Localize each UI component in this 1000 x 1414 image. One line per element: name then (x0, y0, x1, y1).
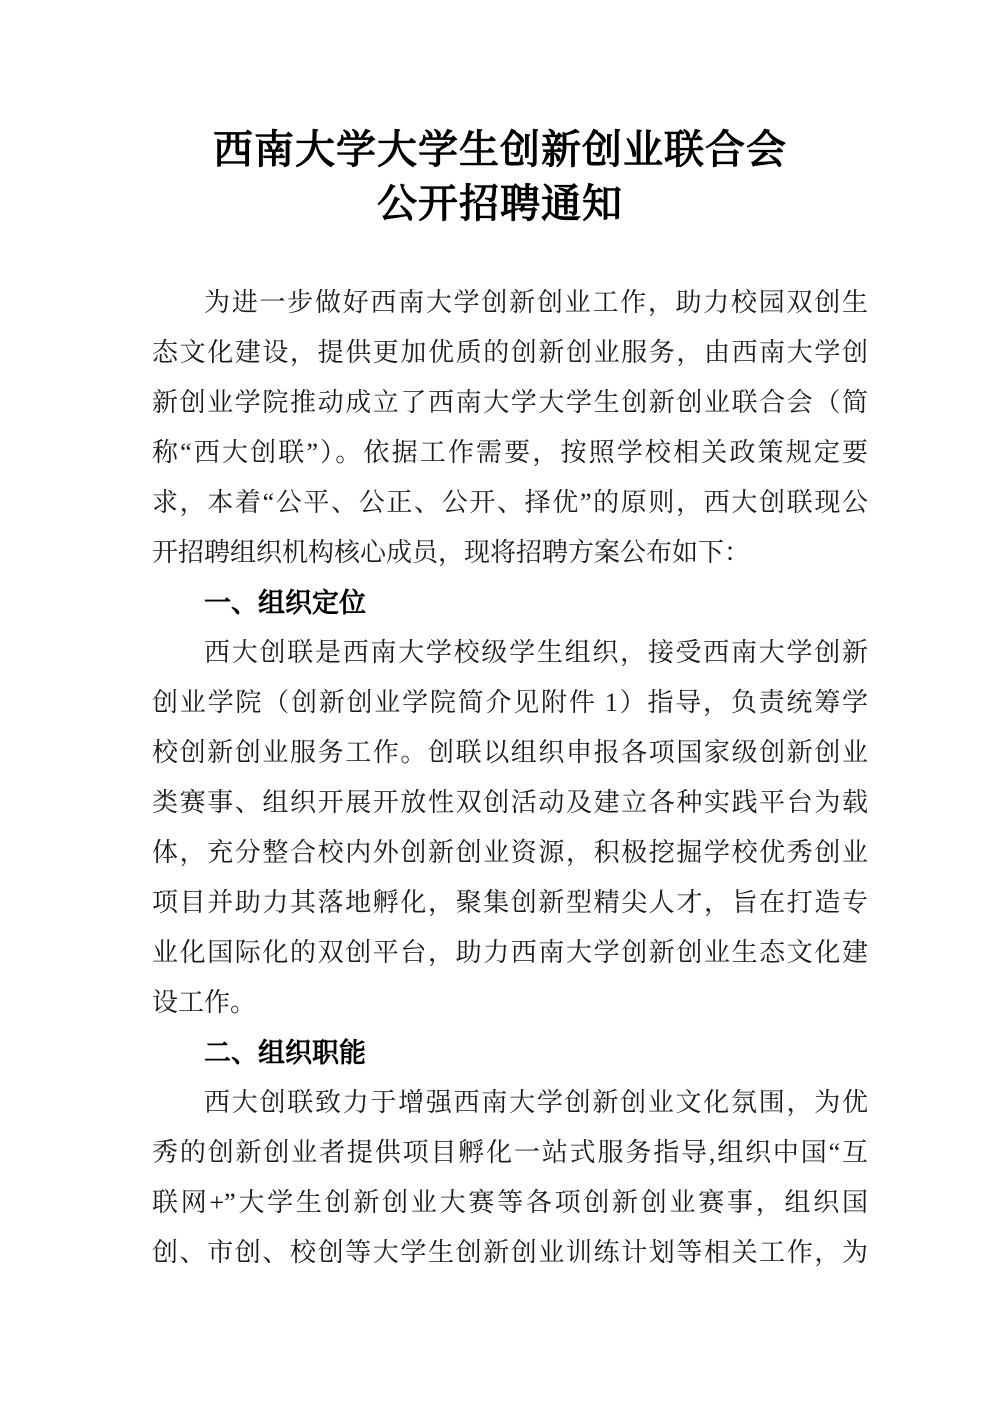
text-line: 秀的创新创业者提供项目孵化一站式服务指导,组织中国“互 (152, 1138, 868, 1167)
text-line: 设工作。 (152, 988, 257, 1017)
text-line: 态文化建设，提供更加优质的创新创业服务，由西南大学创 (152, 338, 868, 367)
text-line: 西大创联致力于增强西南大学创新创业文化氛围，为优 (204, 1088, 868, 1117)
section-2-paragraph (152, 1078, 868, 1278)
text-line: 创业学院（创新创业学院简介见附件 1）指导，负责统筹学 (152, 688, 868, 717)
section-1-heading: 一、组织定位 (204, 588, 366, 618)
text-line: 西大创联是西南大学校级学生组织，接受西南大学创新 (204, 638, 868, 667)
text-line: 业化国际化的双创平台，助力西南大学创新创业生态文化建 (152, 938, 868, 967)
document-body (0, 278, 1000, 1278)
text-line: 类赛事、组织开展开放性双创活动及建立各种实践平台为载 (152, 788, 868, 817)
text-line: 为进一步做好西南大学创新创业工作，助力校园双创生 (204, 288, 868, 317)
text-line: 求，本着“公平、公正、公开、择优”的原则，西大创联现公 (152, 488, 868, 517)
text-line: 体，充分整合校内外创新创业资源，积极挖掘学校优秀创业 (152, 838, 868, 867)
text-line: 校创新创业服务工作。创联以组织申报各项国家级创新创业 (152, 738, 868, 767)
title-line-2: 公开招聘通知 (377, 181, 623, 226)
document-title (0, 123, 1000, 231)
text-line: 联网+”大学生创新创业大赛等各项创新创业赛事，组织国 (152, 1188, 868, 1217)
text-line: 称“西大创联”）。依据工作需要，按照学校相关政策规定要 (152, 438, 868, 467)
text-line: 创、市创、校创等大学生创新创业训练计划等相关工作，为 (152, 1238, 868, 1267)
title-line-1: 西南大学大学生创新创业联合会 (213, 127, 787, 172)
section-2-heading: 二、组织职能 (204, 1038, 366, 1068)
intro-paragraph (152, 278, 868, 578)
section-1-paragraph (152, 628, 868, 1028)
text-line: 项目并助力其落地孵化，聚集创新型精尖人才，旨在打造专 (152, 888, 868, 917)
text-line: 新创业学院推动成立了西南大学大学生创新创业联合会（简 (152, 388, 868, 417)
text-line: 开招聘组织机构核心成员，现将招聘方案公布如下： (152, 538, 751, 567)
